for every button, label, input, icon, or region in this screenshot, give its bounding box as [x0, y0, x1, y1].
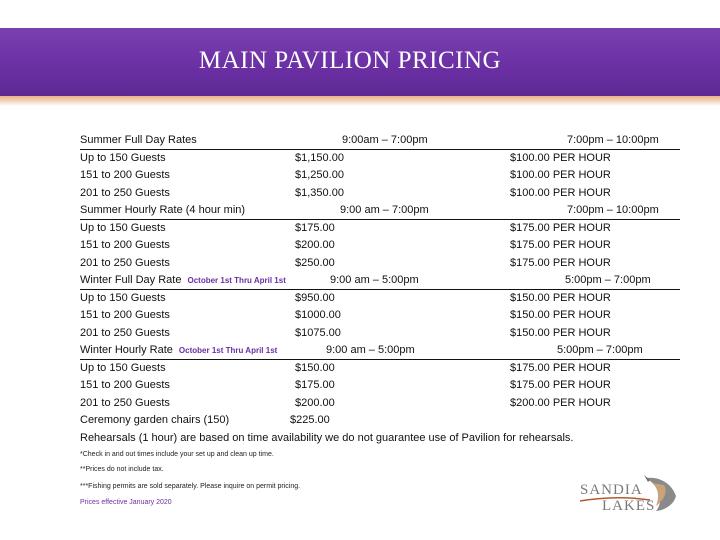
- guest-range: Up to 150 Guests: [80, 221, 166, 234]
- guest-range: Up to 150 Guests: [80, 151, 166, 164]
- evening-price: $150.00 PER HOUR: [510, 326, 611, 339]
- section-label-wrap: [80, 342, 277, 360]
- ceremony-price: $225.00: [290, 414, 330, 426]
- guest-range: 201 to 250 Guests: [80, 326, 170, 339]
- evening-price: $175.00 PER HOUR: [510, 361, 611, 374]
- day-price: $175.00: [295, 379, 335, 391]
- evening-price: $175.00 PER HOUR: [510, 239, 611, 251]
- sandia-lakes-logo: [576, 474, 686, 514]
- guest-range: 151 to 200 Guests: [80, 309, 170, 321]
- day-price: $1000.00: [295, 309, 341, 321]
- evening-price: $175.00 PER HOUR: [510, 256, 611, 269]
- section-header: [80, 202, 680, 220]
- evening-price: $100.00 PER HOUR: [510, 151, 611, 164]
- evening-price: $150.00 PER HOUR: [510, 309, 611, 321]
- section-label: Winter Hourly Rate: [80, 344, 173, 356]
- footnote-checkin: *Check in and out times include your set up and clean up time.: [80, 451, 274, 458]
- footnote-fishing: ***Fishing permits are sold separately. Please inquire on permit pricing.: [80, 483, 301, 490]
- rehearsal-row: [80, 430, 680, 448]
- section-label-wrap: [80, 272, 286, 290]
- daytime-hours: 9:00am – 7:00pm: [342, 134, 428, 146]
- price-row: [80, 185, 680, 203]
- day-price: $950.00: [295, 291, 335, 304]
- price-row: [80, 220, 680, 238]
- section-header: [80, 132, 680, 150]
- price-row: [80, 325, 680, 343]
- evening-price: $200.00 PER HOUR: [510, 396, 611, 409]
- price-row: [80, 167, 680, 185]
- price-row: [80, 307, 680, 325]
- section-header: [80, 272, 680, 290]
- evening-price: $175.00 PER HOUR: [510, 221, 611, 234]
- guest-range: 201 to 250 Guests: [80, 186, 170, 199]
- season-dates: October 1st Thru April 1st: [187, 276, 286, 285]
- price-row: [80, 255, 680, 273]
- ceremony-label: Ceremony garden chairs (150): [80, 414, 230, 426]
- price-row: [80, 150, 680, 168]
- section-label: Winter Full Day Rate: [80, 274, 182, 286]
- evening-price: $150.00 PER HOUR: [510, 291, 611, 304]
- section-label: Summer Full Day Rates: [80, 134, 197, 146]
- day-price: $1,150.00: [295, 151, 344, 164]
- day-price: $200.00: [295, 239, 335, 251]
- daytime-hours: 9:00 am – 7:00pm: [340, 204, 429, 216]
- evening-hours: 5:00pm – 7:00pm: [557, 344, 643, 356]
- day-price: $250.00: [295, 256, 335, 269]
- pricing-table: [80, 132, 680, 447]
- section-label: Summer Hourly Rate (4 hour min): [80, 204, 246, 216]
- daytime-hours: 9:00 am – 5:00pm: [326, 344, 415, 356]
- day-price: $175.00: [295, 221, 335, 234]
- evening-hours: 7:00pm – 10:00pm: [567, 204, 659, 216]
- day-price: $1,250.00: [295, 169, 344, 181]
- prices-effective: Prices effective January 2020: [80, 499, 172, 506]
- price-row: [80, 377, 680, 395]
- evening-price: $100.00 PER HOUR: [510, 186, 611, 199]
- footnote-tax: **Prices do not include tax.: [80, 466, 164, 473]
- section-header: [80, 342, 680, 360]
- logo-text-bottom: LAKES: [602, 498, 656, 514]
- evening-price: $100.00 PER HOUR: [510, 169, 611, 181]
- header-shadow: [0, 96, 720, 106]
- rehearsal-note: Rehearsals (1 hour) are based on time availability we do not guarantee use of Pavilion for rehearsals.: [80, 431, 574, 444]
- day-price: $200.00: [295, 396, 335, 409]
- evening-price: $175.00 PER HOUR: [510, 379, 611, 391]
- guest-range: 151 to 200 Guests: [80, 239, 170, 251]
- guest-range: 151 to 200 Guests: [80, 169, 170, 181]
- daytime-hours: 9:00 am – 5:00pm: [330, 274, 419, 286]
- price-row: [80, 360, 680, 378]
- price-row: [80, 290, 680, 308]
- evening-hours: 5:00pm – 7:00pm: [565, 274, 651, 286]
- guest-range: Up to 150 Guests: [80, 361, 166, 374]
- day-price: $150.00: [295, 361, 335, 374]
- season-dates: October 1st Thru April 1st: [178, 346, 278, 355]
- guest-range: Up to 150 Guests: [80, 291, 166, 304]
- day-price: $1075.00: [295, 326, 341, 339]
- guest-range: 151 to 200 Guests: [80, 379, 170, 391]
- day-price: $1,350.00: [295, 186, 344, 199]
- price-row: [80, 395, 680, 413]
- guest-range: 201 to 250 Guests: [80, 256, 170, 269]
- guest-range: 201 to 250 Guests: [80, 396, 170, 409]
- evening-hours: 7:00pm – 10:00pm: [567, 134, 659, 146]
- price-row: [80, 237, 680, 255]
- logo-text-top: SANDIA: [580, 482, 643, 498]
- ceremony-row: [80, 412, 680, 430]
- page-title: MAIN PAVILION PRICING: [198, 47, 502, 74]
